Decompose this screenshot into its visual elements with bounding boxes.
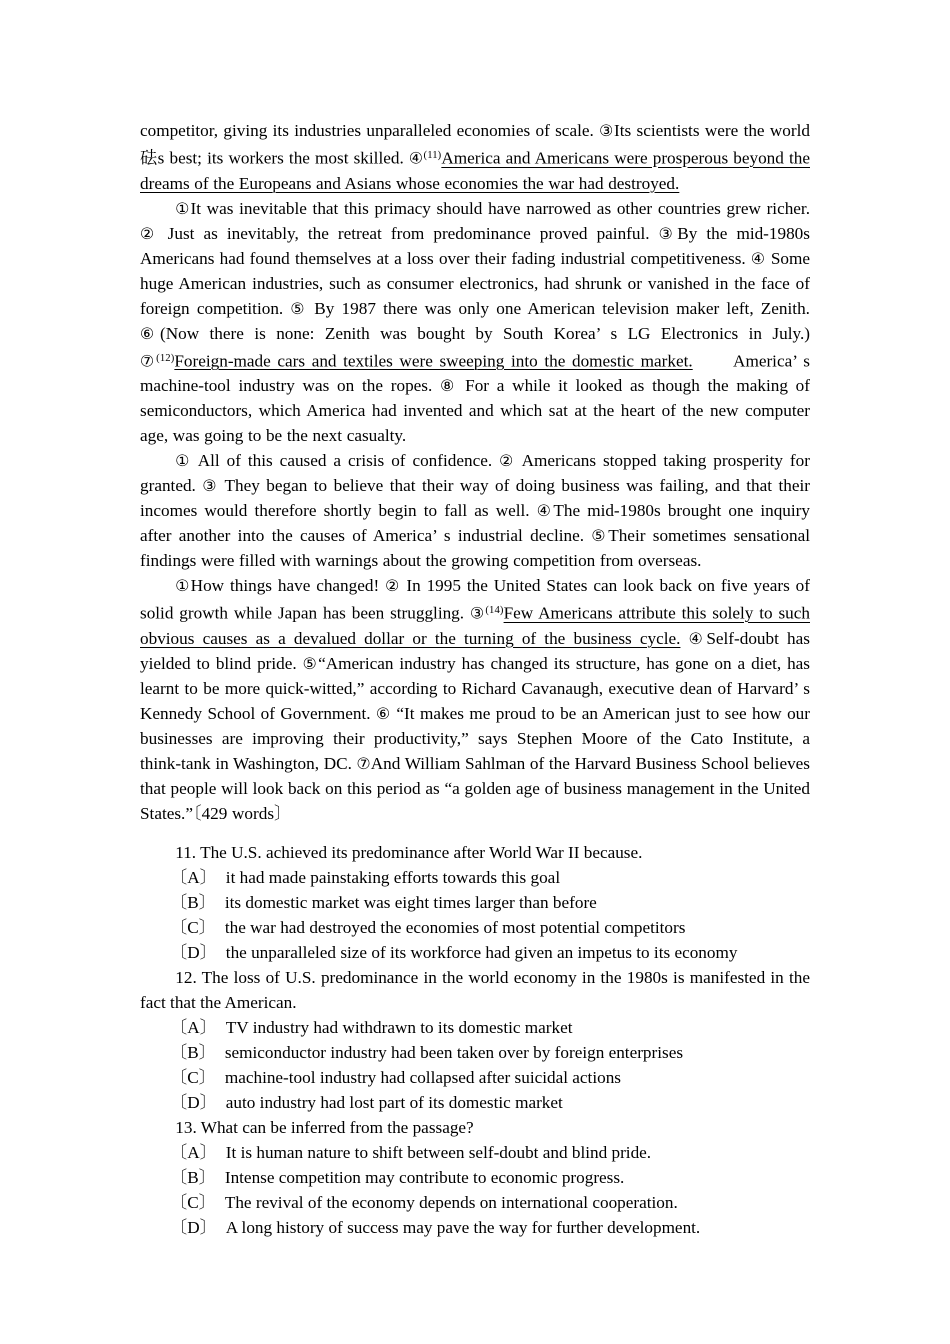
sentence-number-marker: ③ [658,223,678,243]
option-tag: 〔B〕 [170,892,216,912]
option-text: Intense competition may contribute to economic progress. [224,1167,625,1187]
text-run: It was inevitable that this primacy should have narrowed as other countries grew richer. [190,198,810,218]
option-text: The revival of the economy depends on international cooperation. [224,1192,678,1212]
text-run: competitor, giving its industries unparalleled economies of scale. [140,121,600,140]
text-run: (Now there is none: Zenith was bought by South Korea’ s LG Electronics in July.) [159,323,810,343]
option-row[interactable] [140,1090,810,1115]
passage-paragraph-3 [140,448,810,573]
option-row[interactable] [140,1040,810,1065]
text-run: Just as inevitably, the retreat from predominance proved painful. [158,223,659,243]
sentence-number-marker: ③ [469,603,486,623]
underlined-sentence: Foreign‑made cars and textiles were sweeping into the domestic market. [174,351,693,371]
text-run: How things have changed! [190,576,386,596]
sentence-number-marker: ④ [408,148,424,168]
sentence-number-marker: ① [175,451,192,471]
text-run: Some huge American industries, such as consumer electronics, had shrunk or vanished in the face of foreign competition. [140,248,810,318]
passage-paragraph-4 [140,573,810,826]
option-tag: 〔C〕 [170,1192,216,1212]
underlined-sentence: Few Americans attribute this solely to such obvious causes as a devalued dollar or the turning of the business cycle. [140,603,810,648]
sentence-number-marker: ③ [599,121,614,140]
text-run: They began to believe that their way of doing business was failing, and that their incomes would therefore shortly begin to fall as well. [140,476,810,521]
footnote-ref: (11) [423,150,442,161]
sentence-number-marker: ③ [202,476,219,496]
footnote-ref: (14) [485,605,504,617]
option-tag: 〔B〕 [170,1167,216,1187]
text-run: By 1987 there was only one American television maker left, Zenith. [307,298,810,318]
text-run: America’ s machine‑tool industry was on the ropes. [140,351,810,396]
option-tag: 〔D〕 [170,1092,217,1112]
sentence-number-marker: ⑥ [376,703,391,723]
sentence-number-marker: ⑤ [591,526,609,546]
question-11 [140,840,810,965]
question-13 [140,1115,810,1240]
underlined-sentence: America and Americans were prosperous beyond the dreams of the Europeans and Asians whose economies the war had destroyed. [140,148,810,193]
option-row[interactable] [140,1140,810,1165]
question-12 [140,965,810,1115]
option-text: the war had destroyed the economies of most potential competitors [224,917,686,937]
option-tag: 〔D〕 [170,942,217,962]
option-tag: 〔C〕 [170,1067,216,1087]
option-tag: 〔A〕 [170,1142,217,1162]
text-run: By the mid‑1980s Americans had found themselves at a loss over their fading industrial competitiveness. [140,223,810,268]
sentence-number-marker: ⑧ [440,376,458,396]
sentence-number-marker: ② [385,576,401,596]
option-tag: 〔C〕 [170,917,216,937]
option-row[interactable] [140,1015,810,1040]
option-row[interactable] [140,915,810,940]
footnote-ref: (12) [156,352,175,364]
option-text: it had made painstaking efforts towards this goal [225,867,561,887]
sentence-number-marker: ⑦ [140,351,157,371]
text-run: “American industry has changed its structure, has gone on a diet, has learnt to be more quick‑witted,” according to Richard Cavanaugh, executive dean of Harvard’ s Kennedy School of Government. [140,653,810,723]
option-row[interactable] [140,1215,810,1240]
question-list [140,840,810,1240]
sentence-number-marker: ② [499,451,516,471]
sentence-number-marker: ① [175,198,191,218]
option-text: machine‑tool industry had collapsed after suicidal actions [224,1067,621,1087]
text-run: For a while it looked as though the making of semiconductors, which America had invented and which sat at the heart of the new computer age, was going to be the next casualty. [140,376,810,446]
option-tag: 〔A〕 [170,867,217,887]
sentence-number-marker: ⑦ [356,753,371,773]
question-stem: 11. The U.S. achieved its predominance after World War II because. [175,842,643,862]
sentence-number-marker: ② [140,223,159,243]
text-run: In 1995 the United States can look back on five years of solid growth while Japan has been struggling. [140,576,810,623]
option-row[interactable] [140,865,810,890]
sentence-number-marker: ④ [750,248,766,268]
passage-body [140,118,810,826]
question-stem: 12. The loss of U.S. predominance in the world economy in the 1980s is manifested in the fact that the American. [140,967,810,1012]
option-row[interactable] [140,890,810,915]
option-text: its domestic market was eight times larger than before [224,892,597,912]
option-tag: 〔B〕 [170,1042,216,1062]
option-text: TV industry had withdrawn to its domestic market [225,1017,573,1037]
text-run: The mid‑1980s brought one inquiry after another into the causes of America’ s industrial decline. [140,501,810,546]
option-tag: 〔A〕 [170,1017,217,1037]
text-run: And William Sahlman of the Harvard Business School believes that people will look back on this period as “a golden age of business management in the United States.”〔429 words〕 [140,753,810,823]
text-run: Americans stopped taking prosperity for granted. [140,451,810,496]
sentence-number-marker: ⑤ [302,653,319,673]
text-run: All of this caused a crisis of confidence. [191,451,500,471]
option-row[interactable] [140,1165,810,1190]
question-stem: 13. What can be inferred from the passage? [175,1117,474,1137]
option-row[interactable] [140,940,810,965]
passage-paragraph-1 [140,118,810,196]
option-text: the unparalleled size of its workforce had given an impetus to its economy [225,942,738,962]
sentence-number-marker: ④ [688,628,707,648]
text-run: “It makes me proud to be an American just to see how our businesses are improving their productivity,” says Stephen Moore of the Cato Institute, a think‑tank in Washington, DC. [140,703,810,773]
text-run: Self‑doubt has yielded to blind pride. [140,628,810,673]
text-run: Their sometimes sensational findings were filled with warnings about the growing competition from overseas. [140,526,810,571]
sentence-number-marker: ⑤ [290,298,308,318]
option-tag: 〔D〕 [170,1217,217,1237]
option-text: semiconductor industry had been taken over by foreign enterprises [224,1042,684,1062]
sentence-number-marker: ④ [536,501,554,521]
text-run: Its scientists were the world 砝s best; its workers the most skilled. [140,121,810,168]
passage-paragraph-2 [140,196,810,449]
text-run [680,629,688,648]
option-text: It is human nature to shift between self‑doubt and blind pride. [225,1142,652,1162]
sentence-number-marker: ① [175,576,191,596]
option-row[interactable] [140,1065,810,1090]
option-text: auto industry had lost part of its domestic market [225,1092,563,1112]
option-text: A long history of success may pave the way for further development. [225,1217,701,1237]
sentence-number-marker: ⑥ [140,323,160,343]
option-row[interactable] [140,1190,810,1215]
